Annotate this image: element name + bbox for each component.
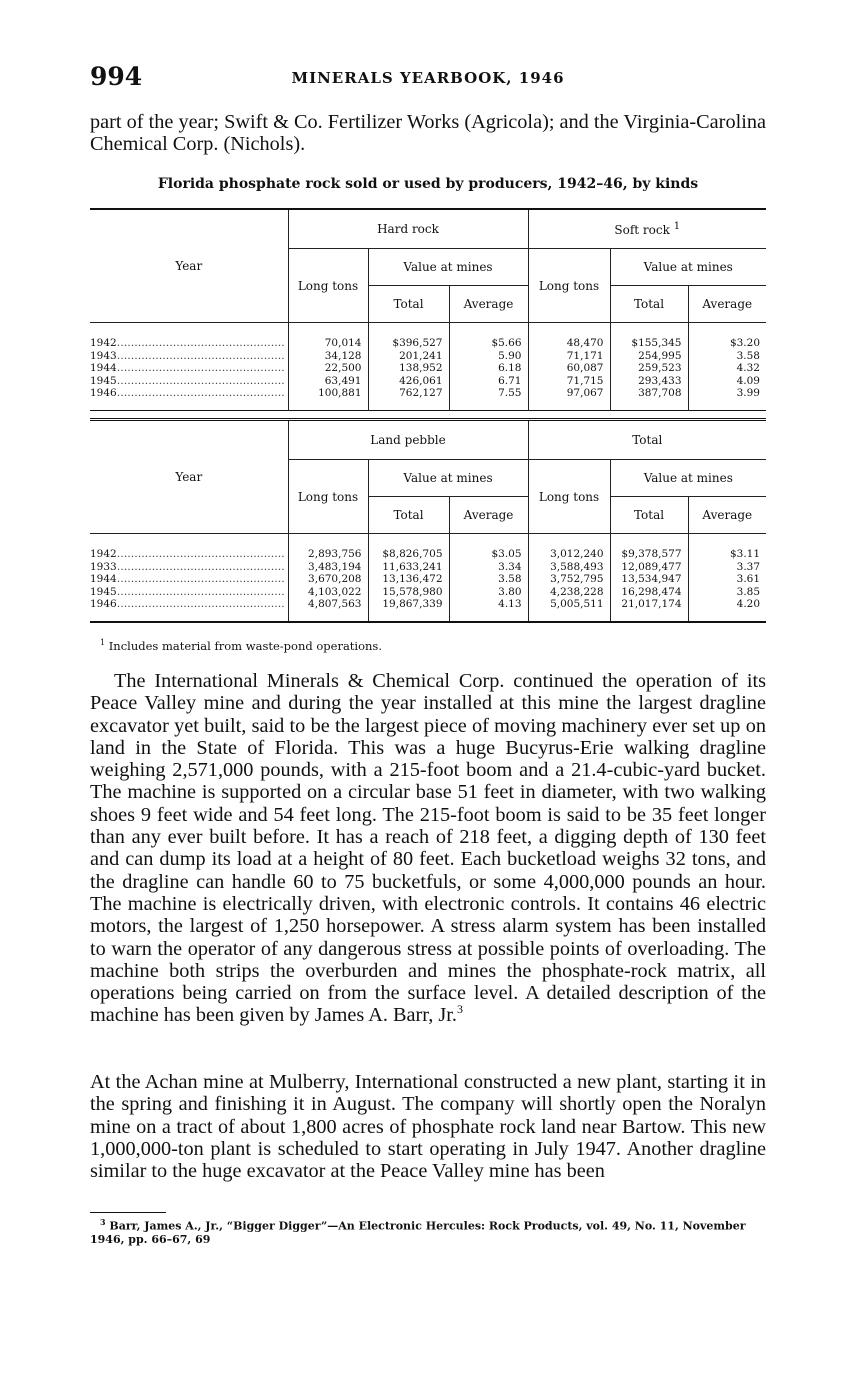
average-value-cell: $5.66 xyxy=(449,323,528,350)
table-caption: Florida phosphate rock sold or used by producers, 1942–46, by kinds xyxy=(157,176,699,192)
total-value-cell: $155,345 xyxy=(610,323,688,350)
paragraph-1-text: The International Minerals & Chemical Corp. continued the operation of its Peace Valley mine and during the year installed at this mine the largest dragline excavator yet built, said to be the largest piece of moving machinery ever set up on land in the State of Florida. This was a huge Bucyrus-Erie walking dragline weighing 2,571,000 pounds, with a 215-foot boom and a 21.4-cubic-yard bucket. The machine is supported on a circular base 51 feet in diameter, with two walking shoes 9 feet wide and 54 feet long. The 215-foot boom is said to be 35 feet longer than any ever built before. It has a reach of 218 feet, a digging depth of 130 feet and can dump its load at a height of 80 feet. Each bucketload weighs 32 tons, and the dragline can handle 60 to 75 bucketfuls, or some 4,000,000 pounds an hour. The machine is electrically driven, with electronic controls. It contains 46 electric motors, the largest of 1,250 horsepower. A stress alarm system has been installed to warn the operator of any dangerous stress at possible points of overloading. The machine both strips the overburden and mines the phosphate-rock matrix, all operations being carried on from the surface level. A detailed description of the machine has been given by James A. Barr, Jr. xyxy=(90,670,766,1027)
average-value-cell: $3.05 xyxy=(449,534,528,561)
long-tons-header: Long tons xyxy=(288,460,368,534)
value-at-mines-header: Value at mines xyxy=(610,249,766,286)
long-tons-cell: 4,103,022 xyxy=(288,586,368,599)
table-row xyxy=(90,534,766,561)
average-value-cell: 3.58 xyxy=(449,573,528,586)
long-tons-cell: 63,491 xyxy=(288,375,368,388)
table-row xyxy=(90,350,766,363)
running-title: MINERALS YEARBOOK, 1946 xyxy=(291,69,565,87)
table-land-pebble-total xyxy=(90,418,766,623)
total-value-cell: 138,952 xyxy=(368,362,449,375)
year-cell: 1945………………………………………… xyxy=(90,585,285,598)
total-value-cell: 201,241 xyxy=(368,350,449,363)
average-value-cell: 3.37 xyxy=(688,561,766,574)
total-value-cell: 293,433 xyxy=(610,375,688,388)
footnote-marker: 3 xyxy=(100,1217,106,1227)
long-tons-cell: 3,752,795 xyxy=(528,573,610,586)
table-footnote xyxy=(100,638,382,653)
long-tons-cell: 5,005,511 xyxy=(528,598,610,622)
group-header-hard-rock: Hard rock xyxy=(288,209,528,249)
long-tons-cell: 70,014 xyxy=(288,323,368,350)
body-paragraph-2: At the Achan mine at Mulberry, International constructed a new plant, starting it in the spring and finishing it in August. The company will shortly open the Noralyn mine on a tract of about 1,800 acres of phosphate rock land near Bartow. This new 1,000,000-ton plant is scheduled to start operating in July 1947. Another dragline similar to the huge excavator at the Peace Valley mine has been xyxy=(90,1071,766,1183)
long-tons-header: Long tons xyxy=(288,249,368,323)
long-tons-header: Long tons xyxy=(528,460,610,534)
average-value-cell: 4.20 xyxy=(688,598,766,622)
total-value-cell: 762,127 xyxy=(368,387,449,410)
average-value-cell: 7.55 xyxy=(449,387,528,410)
average-header: Average xyxy=(688,286,766,323)
total-value-cell: 426,061 xyxy=(368,375,449,388)
year-cell: 1946………………………………………… xyxy=(90,598,285,610)
page-header xyxy=(90,62,766,92)
value-at-mines-header: Value at mines xyxy=(610,460,766,497)
average-value-cell: 3.58 xyxy=(688,350,766,363)
total-value-cell: 16,298,474 xyxy=(610,586,688,599)
average-value-cell: $3.20 xyxy=(688,323,766,350)
average-header: Average xyxy=(449,497,528,534)
long-tons-cell: 3,588,493 xyxy=(528,561,610,574)
footnote-text xyxy=(90,1216,766,1246)
year-cell: 1946………………………………………… xyxy=(90,387,285,399)
average-value-cell: 3.80 xyxy=(449,586,528,599)
long-tons-cell: 3,670,208 xyxy=(288,573,368,586)
total-value-cell: 13,534,947 xyxy=(610,573,688,586)
year-cell: 1943………………………………………… xyxy=(90,349,285,362)
total-header: Total xyxy=(610,497,688,534)
table-row xyxy=(90,323,766,350)
average-value-cell: 4.09 xyxy=(688,375,766,388)
footnote-ref: 1 xyxy=(673,221,681,232)
table-footnote-marker: 1 xyxy=(100,638,106,647)
long-tons-cell: 2,893,756 xyxy=(288,534,368,561)
group-header-land-pebble: Land pebble xyxy=(288,420,528,460)
average-value-cell: 3.61 xyxy=(688,573,766,586)
long-tons-cell: 71,171 xyxy=(528,350,610,363)
year-cell: 1944………………………………………… xyxy=(90,573,285,585)
table-hard-soft-rock xyxy=(90,208,766,411)
group-header-soft-rock xyxy=(528,209,766,249)
table-row xyxy=(90,573,766,586)
total-header: Total xyxy=(610,286,688,323)
total-value-cell: $8,826,705 xyxy=(368,534,449,561)
table-row xyxy=(90,586,766,599)
group-header-total: Total xyxy=(528,420,766,460)
table-row xyxy=(90,375,766,388)
long-tons-cell: 48,470 xyxy=(528,323,610,350)
total-value-cell: 254,995 xyxy=(610,350,688,363)
footnote-citation: Barr, James A., Jr., “Bigger Digger”—An Electronic Hercules: Rock Products, vol. 49, No. 11, November 1946, pp. 66–67, 69 xyxy=(90,1219,746,1246)
average-value-cell: 3.99 xyxy=(688,387,766,410)
total-header: Total xyxy=(368,497,449,534)
soft-rock-label: Soft rock xyxy=(614,223,670,237)
average-header: Average xyxy=(449,286,528,323)
page-footnote xyxy=(90,1212,766,1246)
average-value-cell: 4.13 xyxy=(449,598,528,622)
total-value-cell: 19,867,339 xyxy=(368,598,449,622)
table-row xyxy=(90,598,766,622)
total-value-cell: 259,523 xyxy=(610,362,688,375)
year-cell: 1944………………………………………… xyxy=(90,362,285,374)
long-tons-header: Long tons xyxy=(528,249,610,323)
long-tons-cell: 97,067 xyxy=(528,387,610,410)
total-value-cell: $396,527 xyxy=(368,323,449,350)
average-value-cell: 6.71 xyxy=(449,375,528,388)
total-value-cell: 11,633,241 xyxy=(368,561,449,574)
year-header: Year xyxy=(90,209,288,323)
year-cell: 1945………………………………………… xyxy=(90,374,285,387)
total-value-cell: 21,017,174 xyxy=(610,598,688,622)
table-footnote-text: Includes material from waste-pond operations. xyxy=(108,638,382,653)
average-value-cell: 6.18 xyxy=(449,362,528,375)
year-cell: 1933………………………………………… xyxy=(90,560,285,573)
value-at-mines-header: Value at mines xyxy=(368,249,528,286)
page-number: 994 xyxy=(90,62,143,91)
long-tons-cell: 3,483,194 xyxy=(288,561,368,574)
total-value-cell: 15,578,980 xyxy=(368,586,449,599)
intro-paragraph: part of the year; Swift & Co. Fertilizer Works (Agricola); and the Virginia-Carolina Chemical Corp. (Nichols). xyxy=(90,111,766,156)
year-cell: 1942………………………………………… xyxy=(90,337,285,349)
total-value-cell: $9,378,577 xyxy=(610,534,688,561)
average-header: Average xyxy=(688,497,766,534)
value-at-mines-header: Value at mines xyxy=(368,460,528,497)
total-value-cell: 13,136,472 xyxy=(368,573,449,586)
long-tons-cell: 4,238,228 xyxy=(528,586,610,599)
average-value-cell: 3.34 xyxy=(449,561,528,574)
total-header: Total xyxy=(368,286,449,323)
table-row xyxy=(90,387,766,410)
body-paragraph-1 xyxy=(90,670,766,1027)
total-value-cell: 12,089,477 xyxy=(610,561,688,574)
long-tons-cell: 4,807,563 xyxy=(288,598,368,622)
reference-marker: 3 xyxy=(456,1002,463,1017)
average-value-cell: $3.11 xyxy=(688,534,766,561)
long-tons-cell: 34,128 xyxy=(288,350,368,363)
year-header: Year xyxy=(90,420,288,534)
long-tons-cell: 22,500 xyxy=(288,362,368,375)
long-tons-cell: 100,881 xyxy=(288,387,368,410)
long-tons-cell: 3,012,240 xyxy=(528,534,610,561)
average-value-cell: 5.90 xyxy=(449,350,528,363)
long-tons-cell: 71,715 xyxy=(528,375,610,388)
footnote-rule xyxy=(90,1212,166,1213)
long-tons-cell: 60,087 xyxy=(528,362,610,375)
average-value-cell: 4.32 xyxy=(688,362,766,375)
table-row xyxy=(90,362,766,375)
average-value-cell: 3.85 xyxy=(688,586,766,599)
total-value-cell: 387,708 xyxy=(610,387,688,410)
year-cell: 1942………………………………………… xyxy=(90,548,285,560)
table-row xyxy=(90,561,766,574)
